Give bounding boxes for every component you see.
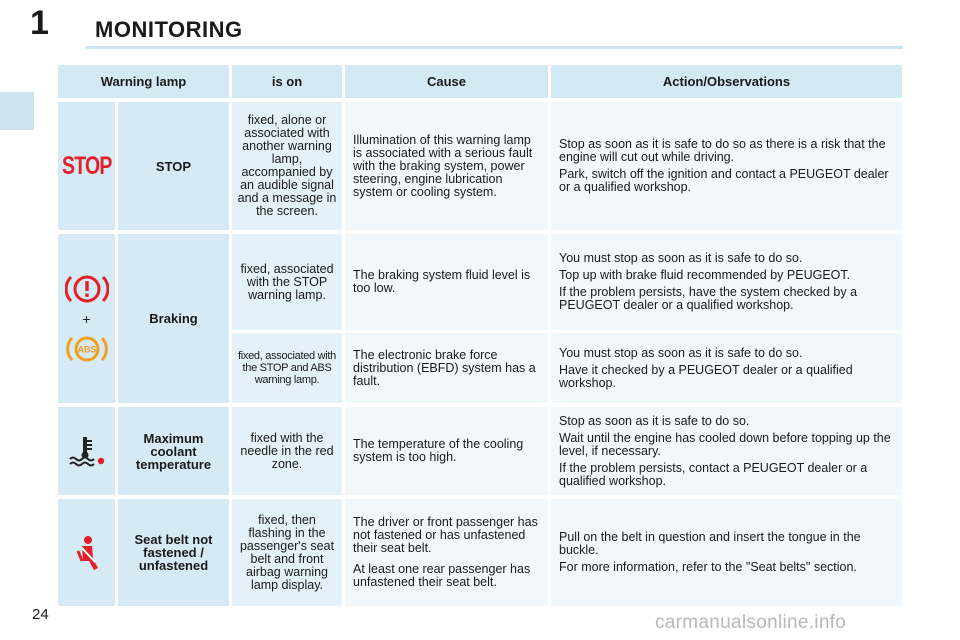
braking-lamp-name: Braking — [118, 234, 229, 403]
seatbelt-lamp-name: Seat belt not fastened / unfastened — [118, 499, 229, 606]
seatbelt-cause-2: At least one rear passenger has unfastened their seat belt. — [353, 562, 531, 589]
temperature-action — [551, 407, 902, 495]
plus-sign: + — [82, 311, 91, 327]
seatbelt-action-1: Pull on the belt in question and insert the tongue in the buckle. — [559, 530, 861, 557]
header-warning-lamp: Warning lamp — [58, 65, 229, 98]
seatbelt-action-2: For more information, refer to the "Seat belts" section. — [559, 560, 857, 574]
header-action: Action/Observations — [551, 65, 902, 98]
braking-icon-cell — [58, 234, 115, 403]
stop-cause — [345, 102, 548, 230]
braking-row2-action — [551, 333, 902, 403]
temperature-icon-cell — [58, 407, 115, 495]
title-divider — [85, 46, 903, 49]
seatbelt-cause-1: The driver or front passenger has not fastened or has unfastened their seat belt. — [353, 515, 538, 555]
braking-row1-cause-text: The braking system fluid level is too low. — [353, 268, 531, 295]
braking-row1-cause — [345, 234, 548, 330]
stop-warning-icon: STOP — [61, 151, 112, 180]
header-cause: Cause — [345, 65, 548, 98]
seatbelt-icon-cell — [58, 499, 115, 606]
braking-row1-action-1: You must stop as soon as it is safe to do so. — [559, 251, 803, 265]
seatbelt-is-on: fixed, then flashing in the passenger's seat belt and front airbag warning lamp display. — [232, 499, 342, 606]
watermark: carmanualsonline.info — [655, 612, 847, 633]
page-title: MONITORING — [95, 17, 243, 42]
abs-warning-icon — [65, 332, 109, 366]
braking-row2-cause — [345, 333, 548, 403]
page-number: 24 — [32, 606, 49, 623]
brake-warning-icon — [65, 271, 109, 307]
seatbelt-action — [551, 499, 902, 606]
chapter-side-tab — [0, 92, 34, 130]
braking-row1-action-2: Top up with brake fluid recommended by PEUGEOT. — [559, 268, 851, 282]
braking-row2-action-1: You must stop as soon as it is safe to do so. — [559, 345, 803, 360]
braking-row2-is-on: fixed, associated with the STOP and ABS warning lamp. — [232, 333, 342, 403]
braking-row1-action — [551, 234, 902, 330]
temperature-cause — [345, 407, 548, 495]
braking-row1-is-on: fixed, associated with the STOP warning lamp. — [232, 234, 342, 330]
stop-action-2: Park, switch off the ignition and contact a PEUGEOT dealer or a qualified workshop. — [559, 167, 889, 194]
coolant-temperature-icon — [68, 435, 106, 467]
stop-icon-cell — [58, 102, 115, 230]
stop-action-1: Stop as soon as it is safe to do so as there is a risk that the engine will cut out while driving. — [559, 137, 886, 164]
stop-lamp-name: STOP — [118, 102, 229, 230]
stop-action — [551, 102, 902, 230]
temperature-action-1: Stop as soon as it is safe to do so. — [559, 413, 750, 428]
braking-row1-action-3: If the problem persists, have the system checked by a PEUGEOT dealer or a qualified workshop. — [559, 285, 858, 312]
temperature-cause-text: The temperature of the cooling system is too high. — [353, 437, 524, 464]
header-is-on: is on — [232, 65, 342, 98]
stop-cause-text: Illumination of this warning lamp is associated with a serious fault with the braking system, power steering, engine lubrication system or cooling system. — [353, 132, 533, 199]
temperature-is-on: fixed with the needle in the red zone. — [232, 407, 342, 495]
braking-row2-cause-text: The electronic brake force distribution (EBFD) system has a fault. — [353, 347, 536, 388]
temperature-action-3: If the problem persists, contact a PEUGEOT dealer or a qualified workshop. — [559, 460, 868, 488]
abs-icon-label: ABS — [76, 344, 97, 355]
seat-belt-icon — [72, 535, 102, 571]
chapter-number: 1 — [30, 4, 49, 42]
temperature-lamp-name: Maximum coolant temperature — [118, 407, 229, 495]
braking-row2-action-2: Have it checked by a PEUGEOT dealer or a qualified workshop. — [559, 362, 853, 390]
stop-is-on: fixed, alone or associated with another warning lamp, accompanied by an audible signal and a message in the screen. — [232, 102, 342, 230]
seatbelt-cause — [345, 499, 548, 606]
temperature-action-2: Wait until the engine has cooled down before topping up the level, if necessary. — [559, 430, 891, 458]
